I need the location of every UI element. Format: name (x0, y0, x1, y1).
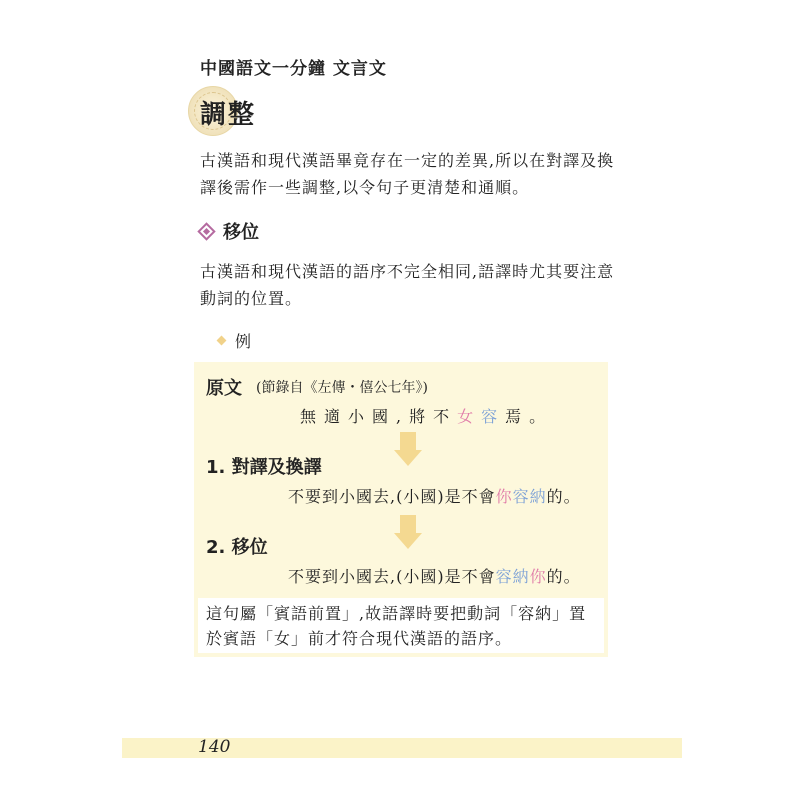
step1-heading: 1. 對譯及換譯 (206, 457, 322, 478)
diamond-bullet-icon (197, 222, 215, 240)
subsection-paragraph: 古漢語和現代漢語的語序不完全相同,語譯時尤其要注意動詞的位置。 (200, 262, 615, 308)
section-title-block (188, 86, 348, 136)
step2-verb: 容納 (495, 567, 530, 586)
step2-part2: 的。 (546, 567, 581, 586)
page-number: 140 (198, 737, 231, 757)
step2-object: 你 (529, 567, 547, 586)
subsection-heading (200, 218, 259, 244)
original-label: 原文 (206, 378, 242, 399)
original-object: 女 (457, 407, 482, 426)
step1-part1: 不要到小國去,(小國)是不會 (288, 487, 496, 506)
example-bullet-icon (217, 336, 227, 346)
source-citation: (節錄自《左傳・僖公七年》) (256, 380, 428, 396)
step2-heading: 2. 移位 (206, 537, 268, 558)
original-verb: 容 (481, 407, 506, 426)
original-part2: 焉。 (505, 407, 554, 426)
step1-sentence (288, 484, 581, 507)
step1-verb: 容納 (512, 487, 547, 506)
step1-object: 你 (495, 487, 513, 506)
intro-paragraph: 古漢語和現代漢語畢竟存在一定的差異,所以在對譯及換譯後需作一些調整,以令句子更清楚和通順。 (200, 151, 615, 197)
section-title: 調整 (200, 100, 257, 130)
step2-sentence (288, 564, 581, 587)
down-arrow-icon (394, 432, 422, 466)
down-arrow-icon (394, 515, 422, 549)
subsection-title: 移位 (223, 222, 259, 243)
explanation-note: 這句屬「賓語前置」,故語譯時要把動詞「容納」置於賓語「女」前才符合現代漢語的語序。 (206, 604, 587, 648)
step1-part2: 的。 (546, 487, 581, 506)
original-sentence (300, 404, 553, 427)
original-part1: 無適小國,將不 (300, 407, 458, 426)
example-label-text: 例 (235, 332, 252, 351)
step2-part1: 不要到小國去,(小國)是不會 (288, 567, 496, 586)
running-head: 中國語文一分鐘 文言文 (200, 59, 387, 79)
example-label (218, 329, 251, 352)
